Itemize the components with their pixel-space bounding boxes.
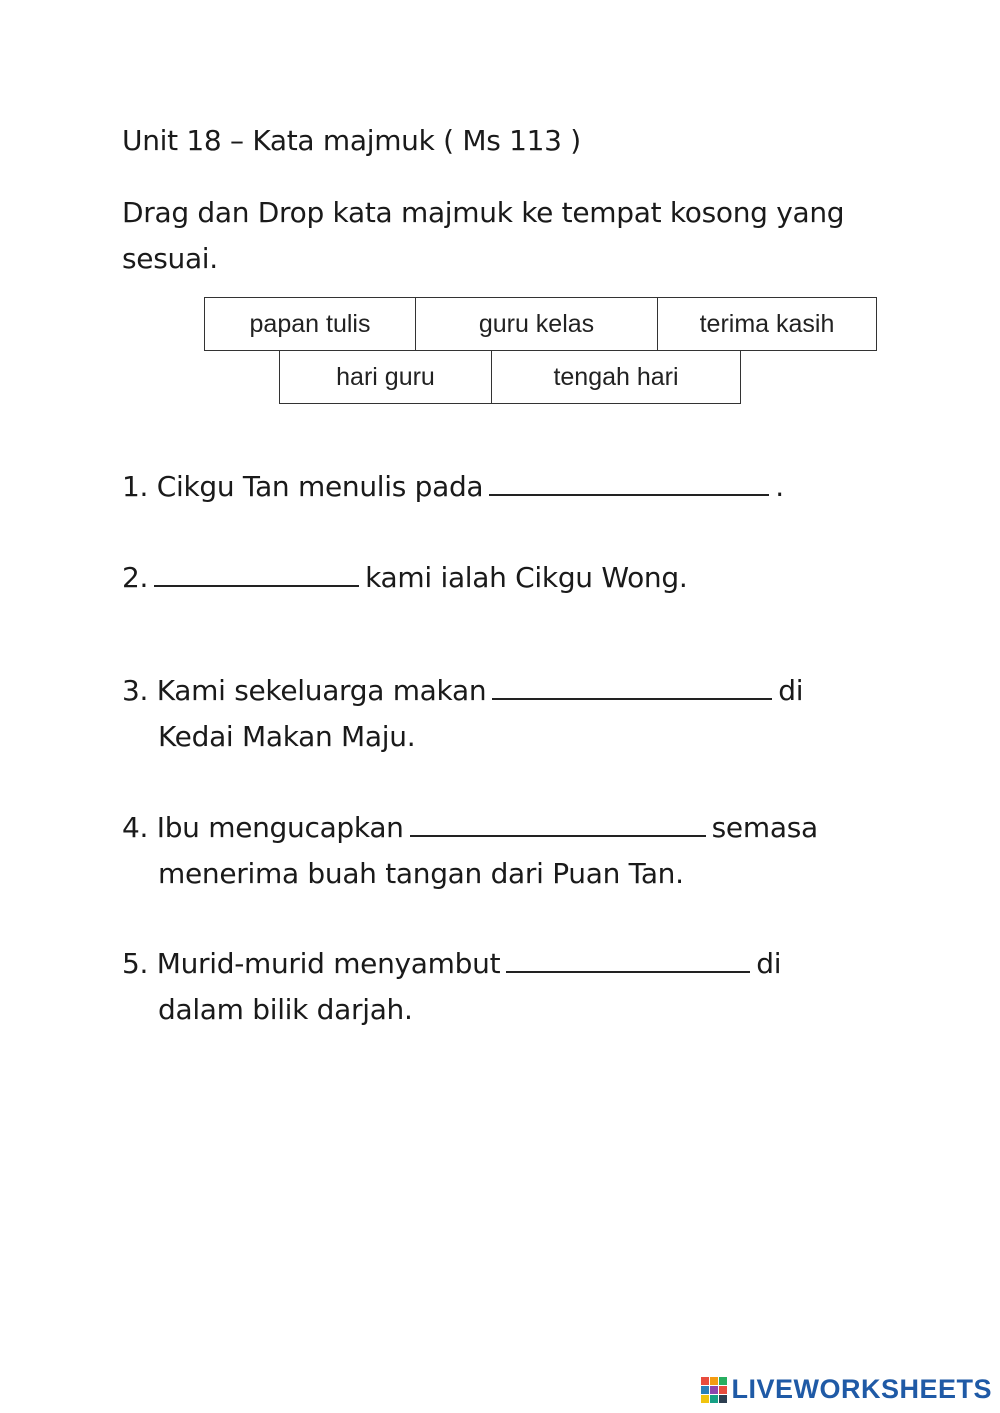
question-text: Ibu mengucapkan xyxy=(156,811,404,844)
question-text: kami ialah Cikgu Wong. xyxy=(365,561,688,594)
drop-blank-3[interactable] xyxy=(492,674,772,700)
drop-blank-4[interactable] xyxy=(410,811,706,837)
word-chip[interactable]: papan tulis xyxy=(204,297,416,351)
question-text: Murid-murid menyambut xyxy=(156,947,501,980)
question-number: 4. xyxy=(122,811,149,844)
word-chip[interactable]: tengah hari xyxy=(491,350,741,404)
drop-blank-5[interactable] xyxy=(506,947,750,973)
question-continuation: dalam bilik darjah. xyxy=(158,993,413,1026)
question-3 xyxy=(122,668,803,760)
drop-blank-1[interactable] xyxy=(489,470,769,496)
question-2 xyxy=(122,555,687,601)
question-number: 1. xyxy=(122,470,149,503)
liveworksheets-logo-icon xyxy=(701,1377,727,1403)
question-4 xyxy=(122,805,818,897)
drop-blank-2[interactable] xyxy=(154,561,359,587)
question-continuation: Kedai Makan Maju. xyxy=(158,720,416,753)
question-text: di xyxy=(778,674,804,707)
word-chip[interactable]: terima kasih xyxy=(657,297,877,351)
question-text: di xyxy=(756,947,782,980)
question-text: semasa xyxy=(711,811,818,844)
question-5 xyxy=(122,941,781,1033)
question-text: Cikgu Tan menulis pada xyxy=(156,470,484,503)
question-number: 5. xyxy=(122,947,149,980)
question-1 xyxy=(122,464,784,510)
instruction-text: Drag dan Drop kata majmuk ke tempat kosong yang sesuai. xyxy=(122,196,845,275)
worksheet-title: Unit 18 – Kata majmuk ( Ms 113 ) xyxy=(122,124,581,157)
word-chip[interactable]: hari guru xyxy=(279,350,492,404)
question-text: . xyxy=(775,470,784,503)
logo-text: LIVEWORKSHEETS xyxy=(731,1374,992,1404)
question-number: 3. xyxy=(122,674,149,707)
word-chip[interactable]: guru kelas xyxy=(415,297,658,351)
question-text: Kami sekeluarga makan xyxy=(156,674,487,707)
question-number: 2. xyxy=(122,561,149,594)
liveworksheets-logo xyxy=(701,1374,992,1405)
question-continuation: menerima buah tangan dari Puan Tan. xyxy=(158,857,684,890)
